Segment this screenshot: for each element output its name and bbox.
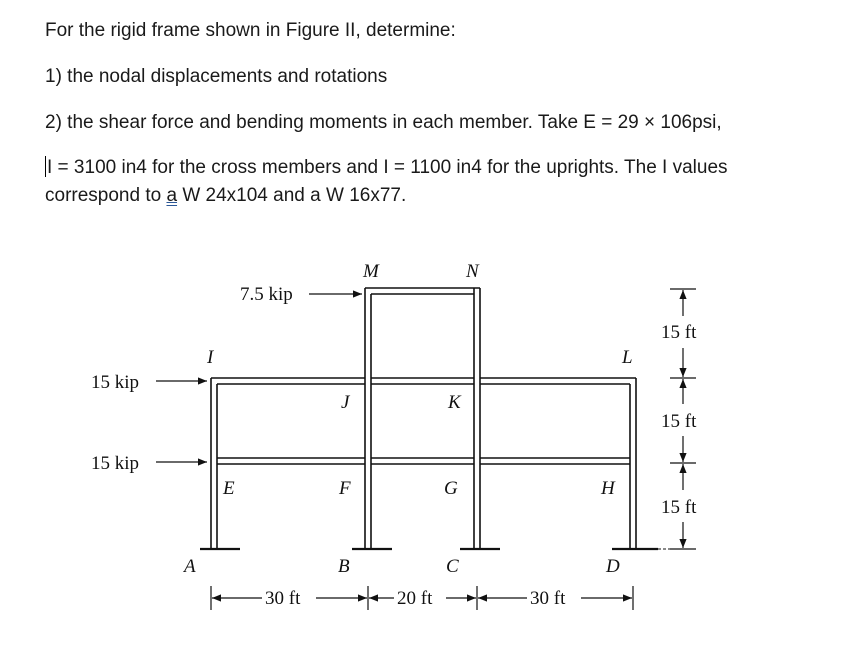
load-label-top: 7.5 kip — [240, 284, 293, 305]
problem-line-3: 2) the shear force and bending moments in each member. Take E = 29 × 106psi, — [45, 112, 722, 133]
node-label-f: F — [339, 478, 351, 499]
node-label-b: B — [338, 556, 350, 577]
node-label-i: I — [207, 347, 214, 368]
node-label-j: J — [341, 392, 350, 413]
node-label-a: A — [184, 556, 196, 577]
frame-members — [211, 288, 636, 548]
problem-line-4-text: I = 3100 in4 for the cross members and I = 1100 in4 for the uprights. The I values — [47, 157, 728, 178]
dim-label-span3: 30 ft — [530, 588, 566, 609]
dim-label-height2: 15 ft — [661, 411, 697, 432]
node-label-l: L — [622, 347, 633, 368]
dim-label-span2: 20 ft — [397, 588, 433, 609]
node-label-c: C — [446, 556, 459, 577]
node-label-d: D — [606, 556, 620, 577]
load-label-middle: 15 kip — [91, 372, 140, 393]
dim-label-span1: 30 ft — [265, 588, 301, 609]
problem-line-1: For the rigid frame shown in Figure II, determine: — [45, 20, 456, 41]
node-label-n: N — [466, 261, 479, 282]
dim-label-height1: 15 ft — [661, 322, 697, 343]
node-label-e: E — [223, 478, 235, 499]
node-label-h: H — [601, 478, 615, 499]
grammar-flag-word: a — [166, 185, 178, 206]
load-label-lower: 15 kip — [91, 453, 140, 474]
problem-line-5-pre: correspond to — [45, 185, 167, 206]
node-label-m: M — [363, 261, 379, 282]
dim-label-height3: 15 ft — [661, 497, 697, 518]
node-label-g: G — [444, 478, 458, 499]
problem-line-5-post: W 24x104 and a W 16x77. — [177, 185, 407, 206]
problem-line-2: 1) the nodal displacements and rotations — [45, 66, 388, 87]
node-label-k: K — [448, 392, 461, 413]
